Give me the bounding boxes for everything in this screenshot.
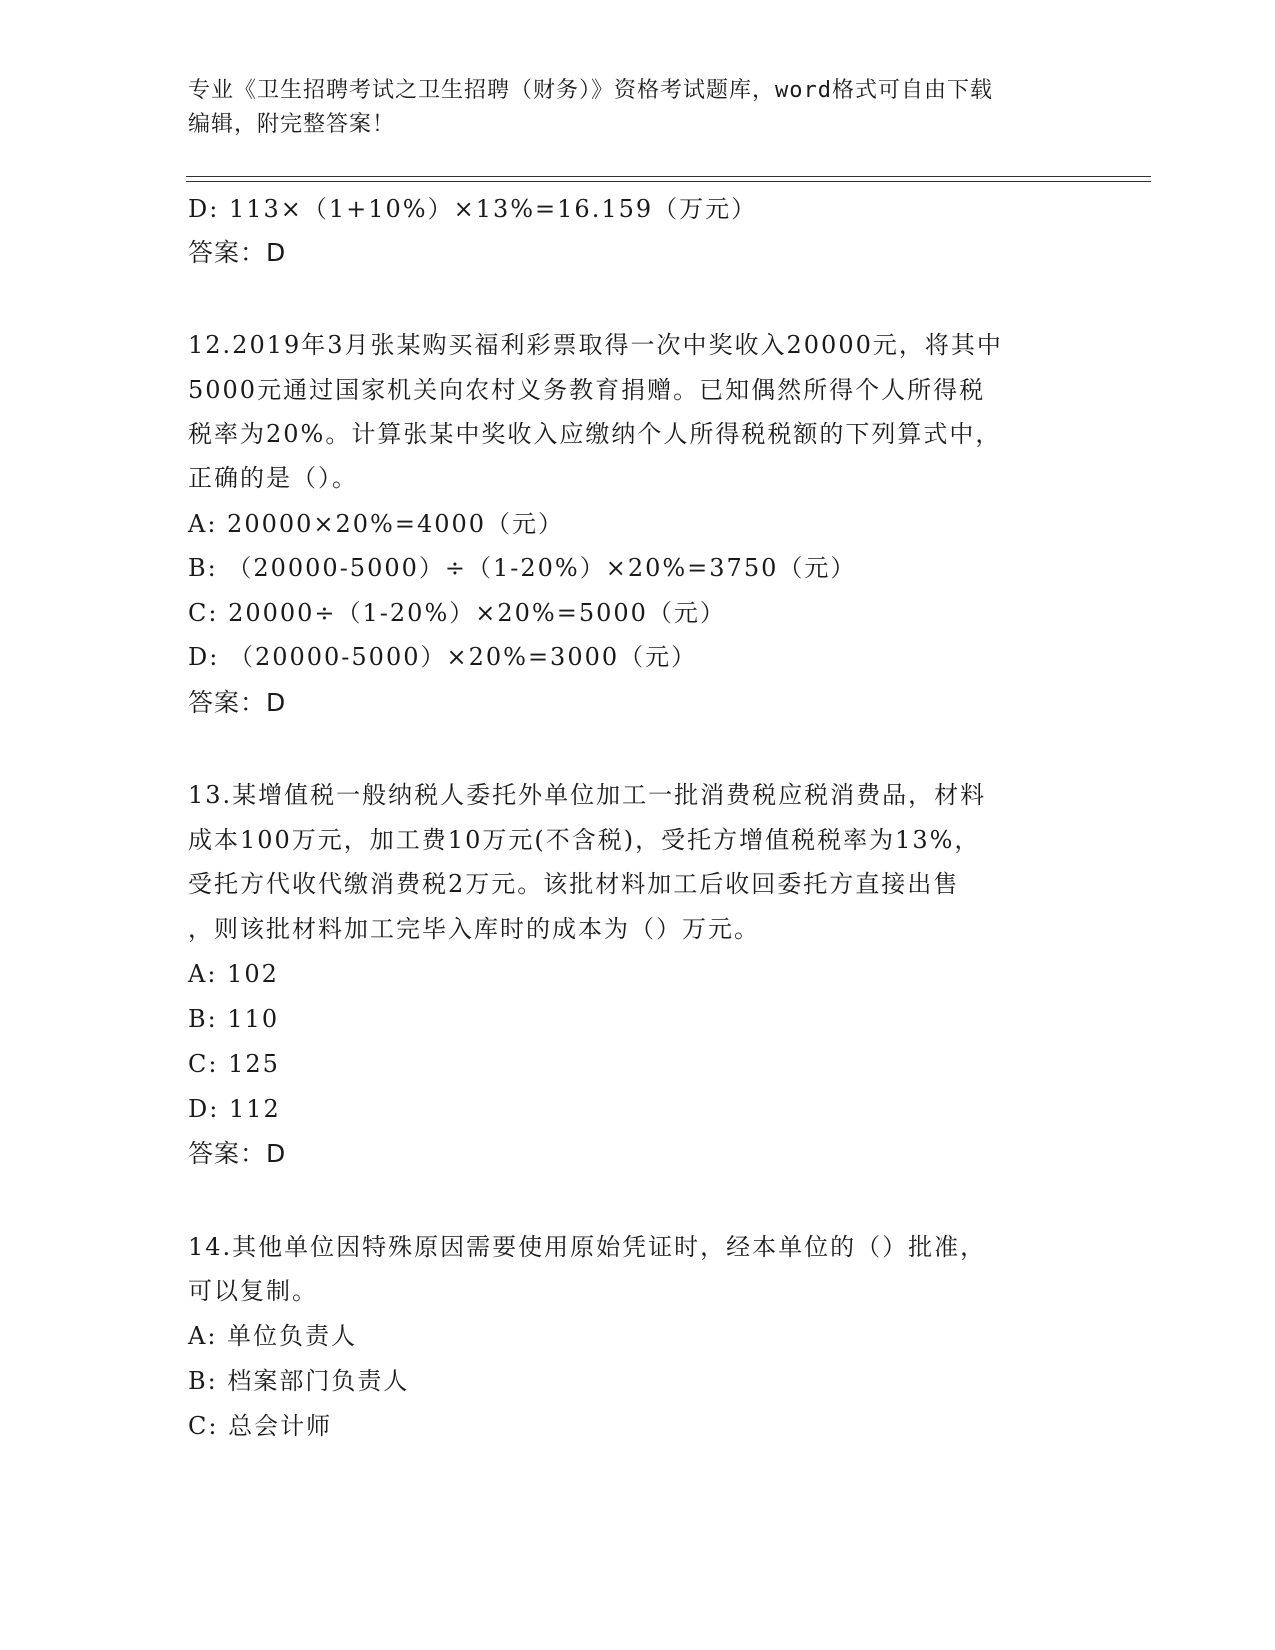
q12-stem-line-2: 5000元通过国家机关向农村义务教育捐赠。已知偶然所得个人所得税 xyxy=(188,376,986,404)
q13-stem-line-1: 13.某增值税一般纳税人委托外单位加工一批消费税应税消费品，材料 xyxy=(188,781,987,809)
document-header xyxy=(188,74,1088,142)
q13-option-d: D: 112 xyxy=(188,1095,281,1123)
header-divider-bottom xyxy=(186,181,1151,182)
q14-stem-line-1: 14.其他单位因特殊原因需要使用原始凭证时，经本单位的（）批准， xyxy=(188,1233,987,1261)
q12-option-c: C: 20000÷（1-20%）×20%=5000（元） xyxy=(188,599,726,627)
q13-option-c: C: 125 xyxy=(188,1050,280,1078)
header-divider-top xyxy=(186,176,1151,177)
header-line-1: 专业《卫生招聘考试之卫生招聘（财务）》资格考试题库，word格式可自由下载 xyxy=(188,78,993,103)
q12-stem-line-4: 正确的是（）。 xyxy=(188,464,358,492)
q13-stem-line-2: 成本100万元，加工费10万元(不含税)，受托方增值税税率为13%， xyxy=(188,826,981,854)
q12-option-a: A: 20000×20%=4000（元） xyxy=(188,510,565,538)
q12-answer: 答案：D xyxy=(188,688,287,717)
q13-stem-line-4: ，则该批材料加工完毕入库时的成本为（）万元。 xyxy=(188,915,760,943)
q12-option-d: D: （20000-5000）×20%=3000（元） xyxy=(188,643,698,671)
q13-stem-line-3: 受托方代收代缴消费税2万元。该批材料加工后收回委托方直接出售 xyxy=(188,870,960,898)
q14-option-b: B: 档案部门负责人 xyxy=(188,1367,410,1395)
q14-option-c: C: 总会计师 xyxy=(188,1412,333,1440)
q13-option-a: A: 102 xyxy=(188,960,279,988)
q11-answer: 答案：D xyxy=(188,238,287,267)
q14-stem-line-2: 可以复制。 xyxy=(188,1277,318,1305)
q13-answer: 答案：D xyxy=(188,1139,287,1168)
q12-stem-line-1: 12.2019年3月张某购买福利彩票取得一次中奖收入20000元，将其中 xyxy=(188,331,1003,359)
q13-option-b: B: 110 xyxy=(188,1005,280,1033)
q14-option-a: A: 单位负责人 xyxy=(188,1322,358,1350)
q12-option-b: B: （20000-5000）÷（1-20%）×20%=3750（元） xyxy=(188,554,857,582)
q11-option-d: D: 113×（1+10%）×13%=16.159（万元） xyxy=(188,195,758,223)
header-line-2: 编辑，附完整答案！ xyxy=(188,112,396,137)
q12-stem-line-3: 税率为20%。计算张某中奖收入应缴纳个人所得税税额的下列算式中， xyxy=(188,420,1002,448)
